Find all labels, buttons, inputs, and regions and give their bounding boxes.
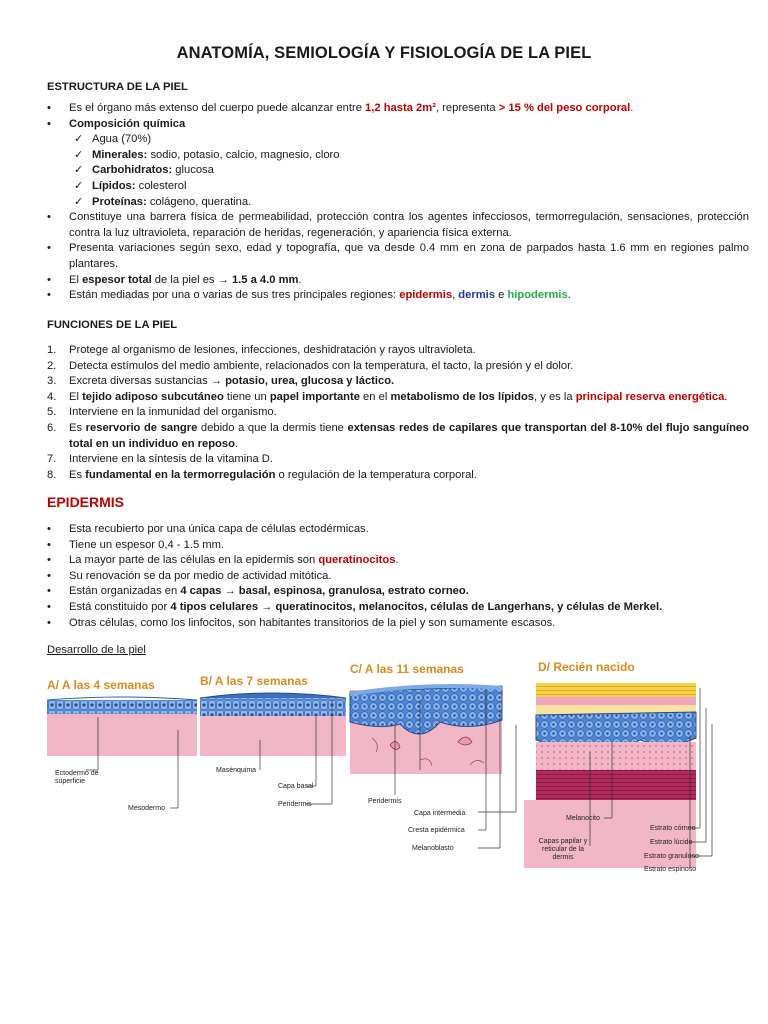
list-item: 8. Es fundamental en la termorregulación o regulación de la temperatura corporal. (47, 468, 477, 481)
label-cresta-epidermica: Cresta epidérmica (408, 827, 465, 834)
list-item: • Presenta variaciones según sexo, edad y topografía, que va desde 0.4 mm en zona de parpados hasta 1.6 mm en regiones palmo plantares. (47, 242, 749, 270)
figure-caption: Desarrollo de la piel (47, 644, 146, 656)
list-item: ✓ Lípidos: colesterol (74, 179, 187, 192)
section-heading-estructura: ESTRUCTURA DE LA PIEL (47, 81, 188, 93)
label-estrato-espinoso: Estrato espinoso (644, 866, 697, 873)
panel-c-diagram (350, 684, 516, 848)
label-masenquima: Masénquima (216, 767, 257, 774)
label-peridermis-b: Peridermis (278, 801, 312, 808)
panel-d-title: D/ Recién nacido (538, 660, 635, 674)
label-capa-basal: Capa basal (278, 783, 314, 790)
list-item: • Están mediadas por una o varias de sus tres principales regiones: epidermis, dermis e hipodermis. (47, 289, 571, 302)
list-item: • El espesor total de la piel es → 1.5 a 4.0 mm. (47, 273, 302, 286)
list-item: 5. Interviene en la inmunidad del organismo. (47, 406, 277, 419)
label-ectodermo: Ectodermo de superficie (55, 770, 99, 785)
list-item: 1. Protege al organismo de lesiones, infecciones, deshidratación y rayos ultravioleta. (47, 344, 476, 356)
list-item: • Su renovación se da por medio de actividad mitótica. (47, 569, 332, 582)
list-item: 6. Es reservorio de sangre debido a que la dermis tiene extensas redes de capilares que transportan del 8-10% del flujo sanguíneo total en un individuo en reposo. (47, 421, 749, 450)
label-peridermis-c: Peridermis (368, 798, 402, 805)
list-item: • Composición química ✓ Agua (70%) ✓ Minerales: sodio, potasio, calcio, magnesio, cloro ✓ Carbohidratos: glucosa ✓ Lípidos: colesterol ✓ Proteínas: colágeno, queratina. (47, 117, 749, 211)
panel-b-title: B/ A las 7 semanas (200, 674, 308, 688)
list-item: • Otras células, como los linfocitos, son habitantes transitorios de la piel y son sumamente escasos. (47, 616, 556, 629)
list-item: • Tiene un espesor 0,4 - 1.5 mm. (47, 538, 225, 551)
list-item: 3. Excreta diversas sustancias → potasio, urea, glucosa y láctico. (47, 375, 395, 388)
label-capa-intermedia: Capa intermedia (414, 810, 466, 817)
label-estrato-corneo: Estrato córneo (650, 825, 696, 832)
list-item: 4. El tejido adiposo subcutáneo tiene un papel importante en el metabolismo de los lípidos, y es la principal reserva energética. (47, 390, 728, 403)
section-heading-funciones: FUNCIONES DE LA PIEL (47, 319, 178, 331)
list-item: 2. Detecta estímulos del medio ambiente, relacionados con la temperatura, el tacto, la presión y el dolor. (47, 359, 574, 372)
list-item: • Está constituido por 4 tipos celulares → queratinocitos, melanocitos, células de Langerhans, y células de Merkel. (47, 600, 663, 613)
label-estrato-granuloso: Estrato granuloso (644, 853, 699, 860)
panel-a-title: A/ A las 4 semanas (47, 678, 155, 692)
list-item: • Están organizadas en 4 capas → basal, espinosa, granulosa, estrato corneo. (47, 585, 469, 598)
label-melanocito: Melanocito (566, 815, 600, 822)
page-title: ANATOMÍA, SEMIOLOGÍA Y FISIOLOGÍA DE LA PIEL (176, 44, 592, 62)
label-estrato-lucido: Estrato lúcido (650, 839, 693, 846)
panel-a-diagram (47, 697, 197, 808)
label-capas-dermis: Capas papilar y reticular de la dermis (538, 838, 588, 861)
panel-b-diagram (200, 693, 346, 804)
list-item: 7. Interviene en la síntesis de la vitamina D. (47, 453, 273, 466)
label-mesodermo: Mesodermo (128, 805, 165, 812)
list-item: ✓ Agua (70%) (74, 133, 152, 146)
list-item: • Constituye una barrera física de permeabilidad, protección contra los agentes infecciosos, termorregulación, sensaciones, protección contra la luz ultravioleta, reparación de heridas, regeneración, y apariencia física externa. (47, 211, 749, 239)
label-melanoblasto: Melanoblasto (412, 845, 454, 852)
list-item: • La mayor parte de las células en la epidermis son queratinocitos. (47, 554, 399, 567)
list-item: • Es el órgano más extenso del cuerpo puede alcanzar entre 1,2 hasta 2m², representa > 15 % del peso corporal. (47, 102, 634, 114)
list-item: • Esta recubierto por una única capa de células ectodérmicas. (47, 523, 369, 535)
panel-c-title: C/ A las 11 semanas (350, 662, 464, 676)
list-item: ✓ Proteínas: colágeno, queratina. (74, 195, 252, 208)
list-item: ✓ Minerales: sodio, potasio, calcio, magnesio, cloro (74, 148, 340, 161)
section-heading-epidermis: EPIDERMIS (47, 494, 125, 510)
list-item: ✓ Carbohidratos: glucosa (74, 164, 214, 177)
